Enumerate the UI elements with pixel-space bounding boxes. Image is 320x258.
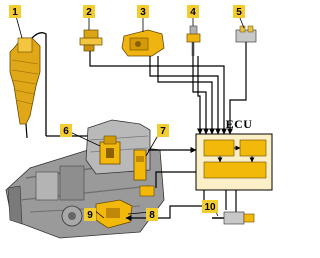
sensor-5-component xyxy=(236,26,256,42)
callout-7 xyxy=(157,124,169,137)
sensor-3-component xyxy=(122,30,164,56)
ecu-unit xyxy=(196,117,272,190)
callout-5 xyxy=(233,5,245,18)
callout-9-text: 9 xyxy=(87,210,93,221)
callout-10-text: 10 xyxy=(204,202,216,213)
callout-8 xyxy=(146,208,158,221)
sensor-4-component xyxy=(187,26,200,56)
callout-8-text: 8 xyxy=(149,210,155,221)
callout-4 xyxy=(187,5,199,18)
callout-5-text: 5 xyxy=(236,7,242,18)
sensor-2-component xyxy=(80,30,102,51)
actuator-10-component xyxy=(212,212,254,224)
callout-1-text: 1 xyxy=(12,7,18,18)
callout-6 xyxy=(60,124,72,137)
callout-3 xyxy=(137,5,149,18)
callout-10 xyxy=(202,200,218,213)
callout-6-text: 6 xyxy=(63,126,69,137)
callout-2-text: 2 xyxy=(86,7,92,18)
callout-4-text: 4 xyxy=(190,7,196,18)
callout-2 xyxy=(83,5,95,18)
callout-7-text: 7 xyxy=(160,126,166,137)
callout-1 xyxy=(9,5,21,18)
callout-9 xyxy=(84,208,96,221)
callout-3-text: 3 xyxy=(140,7,146,18)
injector-component xyxy=(10,33,92,138)
ecu-label: ECU xyxy=(225,117,253,131)
